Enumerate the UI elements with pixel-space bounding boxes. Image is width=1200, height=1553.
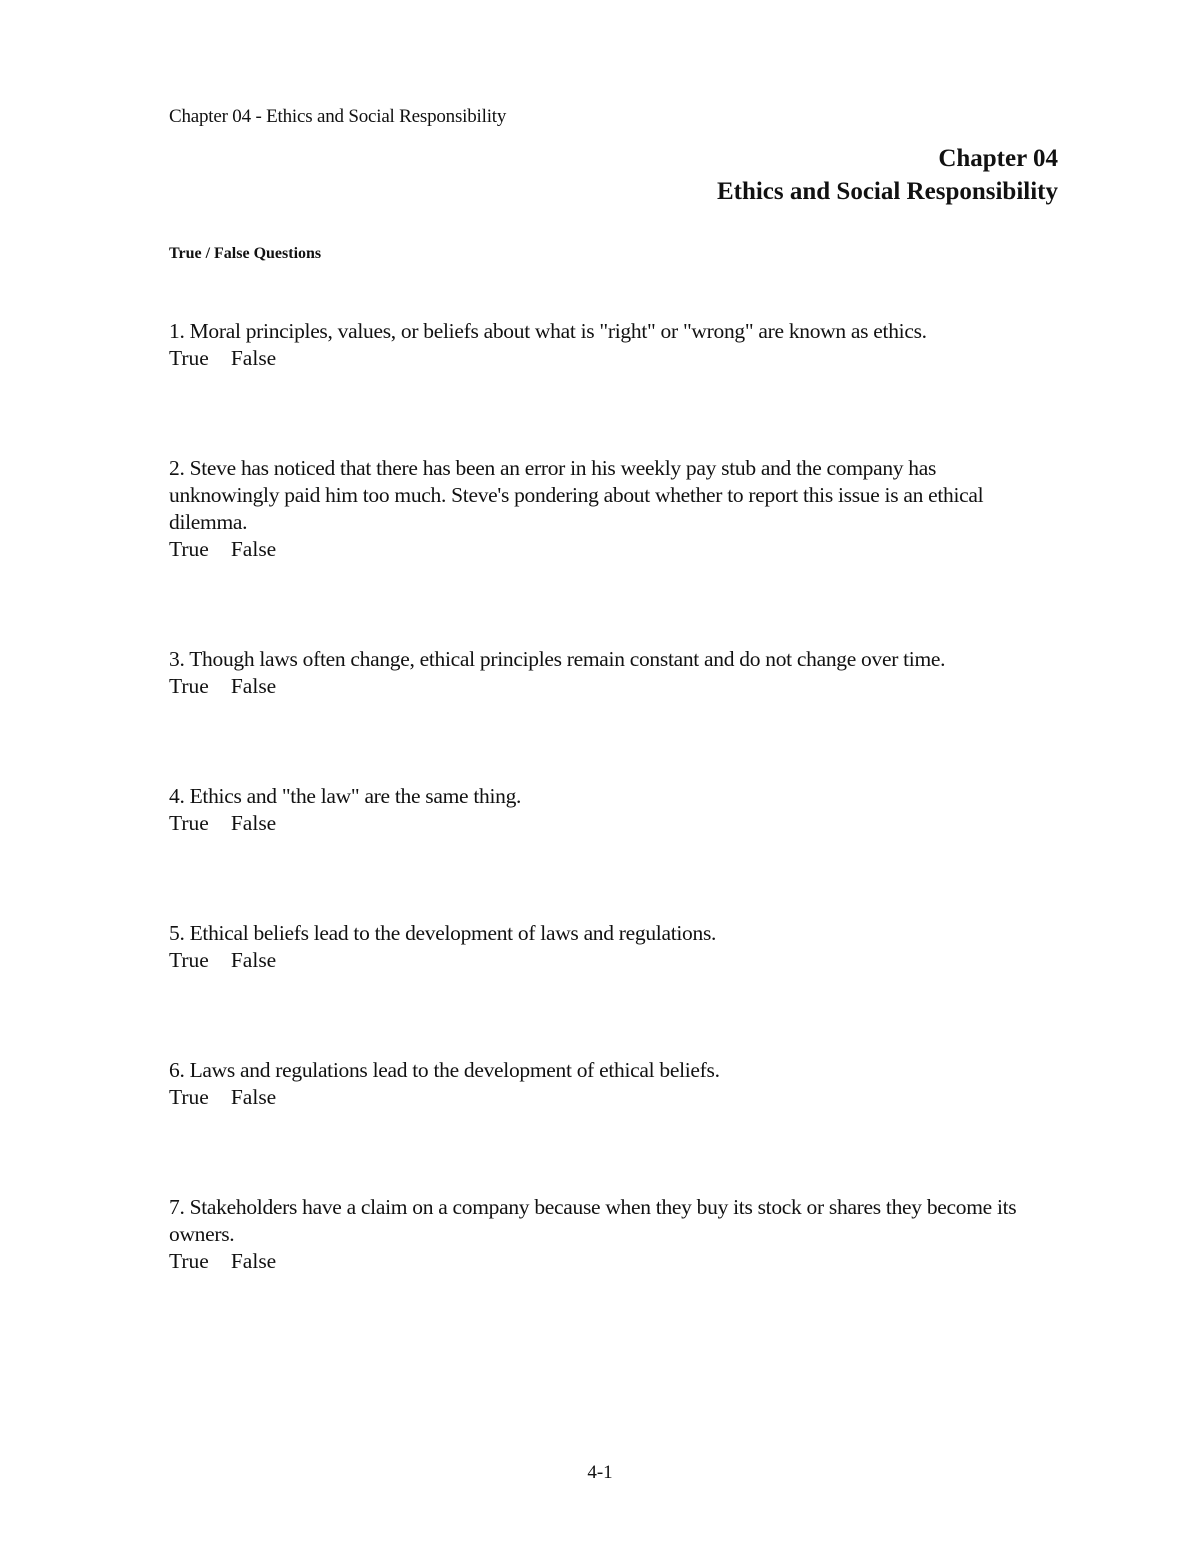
option-true: True [169,948,209,972]
question-text: 1. Moral principles, values, or beliefs about what is "right" or "wrong" are known as ethics. [169,319,927,343]
option-false: False [230,346,277,370]
option-false: False [230,948,277,972]
question-item [169,783,521,837]
question-text: 4. Ethics and "the law" are the same thing. [169,784,522,808]
option-true: True [169,537,209,561]
option-false: False [230,674,277,698]
option-false: False [230,811,277,835]
option-true: True [169,1249,209,1273]
question-text: 3. Though laws often change, ethical principles remain constant and do not change over time. [169,647,946,671]
chapter-number: Chapter 04 [938,145,1058,172]
chapter-title [717,142,1058,208]
answer-options [169,1248,1049,1275]
option-true: True [169,674,209,698]
answer-options [169,345,927,372]
option-false: False [230,1085,277,1109]
option-false: False [230,537,277,561]
option-true: True [169,811,209,835]
page-number: 4-1 [587,1462,613,1483]
answer-options [169,536,1049,563]
question-item [169,455,1049,563]
option-true: True [169,1085,209,1109]
answer-options [169,810,521,837]
section-heading: True / False Questions [169,245,322,262]
option-false: False [230,1249,277,1273]
question-text: 6. Laws and regulations lead to the development of ethical beliefs. [169,1058,720,1082]
answer-options [169,1084,720,1111]
question-item [169,646,945,700]
question-text: 5. Ethical beliefs lead to the development of laws and regulations. [169,921,717,945]
question-text: 7. Stakeholders have a claim on a company because when they buy its stock or shares they become its owners. [169,1195,1017,1246]
answer-options [169,673,945,700]
running-header: Chapter 04 - Ethics and Social Responsibility [169,106,507,127]
option-true: True [169,346,209,370]
question-item [169,1194,1049,1275]
chapter-name: Ethics and Social Responsibility [716,178,1058,205]
question-item [169,1057,720,1111]
question-text: 2. Steve has noticed that there has been an error in his weekly pay stub and the company has unknowingly paid him too much. Steve's pondering about whether to report this issue is an ethical dilemma. [169,456,984,534]
answer-options [169,947,716,974]
question-item [169,920,716,974]
question-item [169,318,927,372]
